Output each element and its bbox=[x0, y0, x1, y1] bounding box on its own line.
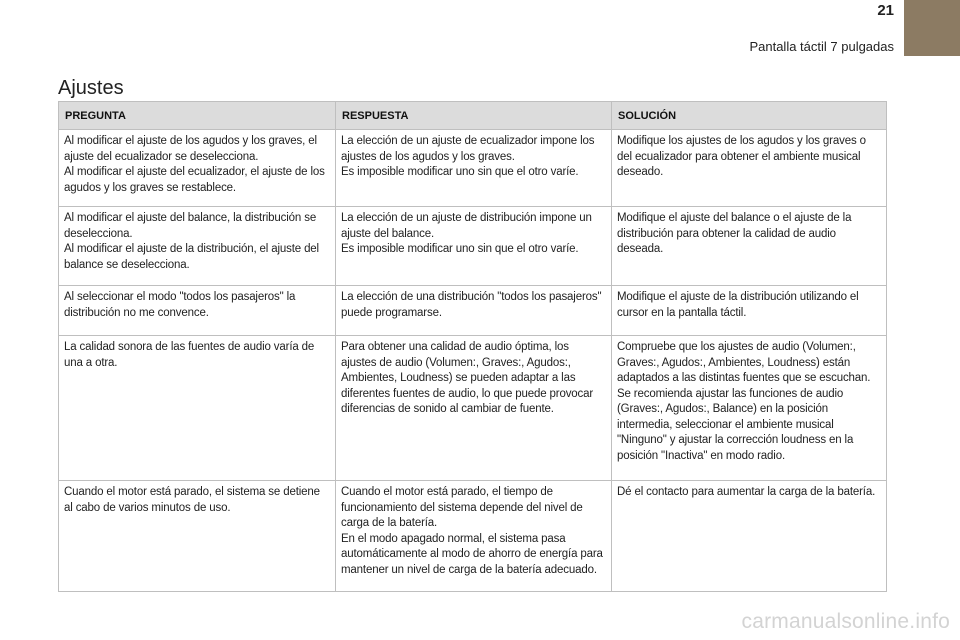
question-cell: Cuando el motor está parado, el sistema se detiene al cabo de varios minutos de uso. bbox=[59, 481, 336, 592]
table-header-row bbox=[59, 102, 887, 130]
answer-cell: La elección de una distribución "todos los pasajeros" puede programarse. bbox=[336, 286, 612, 336]
page-tab-marker bbox=[904, 0, 960, 56]
question-cell: Al modificar el ajuste de los agudos y los graves, el ajuste del ecualizador se deselecciona. Al modificar el ajuste del ecualizador, el ajuste de los agudos y los graves se restablece. bbox=[59, 130, 336, 207]
page-title: Ajustes bbox=[58, 77, 124, 100]
answer-cell: Para obtener una calidad de audio óptima, los ajustes de audio (Volumen:, Graves:, Agudos:, Ambientes, Loudness) se pueden adaptar a las diferentes fuentes de audio, lo que puede provocar diferencias de sonido al cambiar de fuente. bbox=[336, 336, 612, 481]
solution-cell: Dé el contacto para aumentar la carga de la batería. bbox=[612, 481, 887, 592]
page-number: 21 bbox=[877, 2, 894, 19]
column-header-answer: RESPUESTA bbox=[336, 102, 612, 130]
solution-cell: Modifique el ajuste de la distribución utilizando el cursor en la pantalla táctil. bbox=[612, 286, 887, 336]
troubleshooting-table bbox=[58, 101, 887, 592]
question-cell: La calidad sonora de las fuentes de audio varía de una a otra. bbox=[59, 336, 336, 481]
table-row bbox=[59, 481, 887, 592]
solution-cell: Modifique el ajuste del balance o el ajuste de la distribución para obtener la calidad de audio deseada. bbox=[612, 207, 887, 286]
answer-cell: Cuando el motor está parado, el tiempo de funcionamiento del sistema depende del nivel de carga de la batería. En el modo apagado normal, el sistema pasa automáticamente al modo de ahorro de energía para mantener un nivel de carga de la batería adecuado. bbox=[336, 481, 612, 592]
table-row bbox=[59, 286, 887, 336]
column-header-question: PREGUNTA bbox=[59, 102, 336, 130]
table-row bbox=[59, 336, 887, 481]
solution-cell: Compruebe que los ajustes de audio (Volumen:, Graves:, Agudos:, Ambientes, Loudness) están adaptados a las distintas fuentes que se escuchan. Se recomienda ajustar las funciones de audio (Graves:, Agudos:, Balance) en la posición intermedia, seleccionar el ambiente musical "Ninguno" y ajustar la corrección loudness en la posición "Inactiva" en modo radio. bbox=[612, 336, 887, 481]
table-row bbox=[59, 207, 887, 286]
table-row bbox=[59, 130, 887, 207]
answer-cell: La elección de un ajuste de ecualizador impone los ajustes de los agudos y los graves. Es imposible modificar uno sin que el otro varíe. bbox=[336, 130, 612, 207]
answer-cell: La elección de un ajuste de distribución impone un ajuste del balance. Es imposible modificar uno sin que el otro varíe. bbox=[336, 207, 612, 286]
column-header-solution: SOLUCIÓN bbox=[612, 102, 887, 130]
section-title: Pantalla táctil 7 pulgadas bbox=[749, 39, 894, 54]
question-cell: Al modificar el ajuste del balance, la distribución se deselecciona. Al modificar el ajuste de la distribución, el ajuste del balance se deselecciona. bbox=[59, 207, 336, 286]
solution-cell: Modifique los ajustes de los agudos y los graves o del ecualizador para obtener el ambiente musical deseado. bbox=[612, 130, 887, 207]
watermark: carmanualsonline.info bbox=[741, 610, 950, 633]
question-cell: Al seleccionar el modo "todos los pasajeros" la distribución no me convence. bbox=[59, 286, 336, 336]
